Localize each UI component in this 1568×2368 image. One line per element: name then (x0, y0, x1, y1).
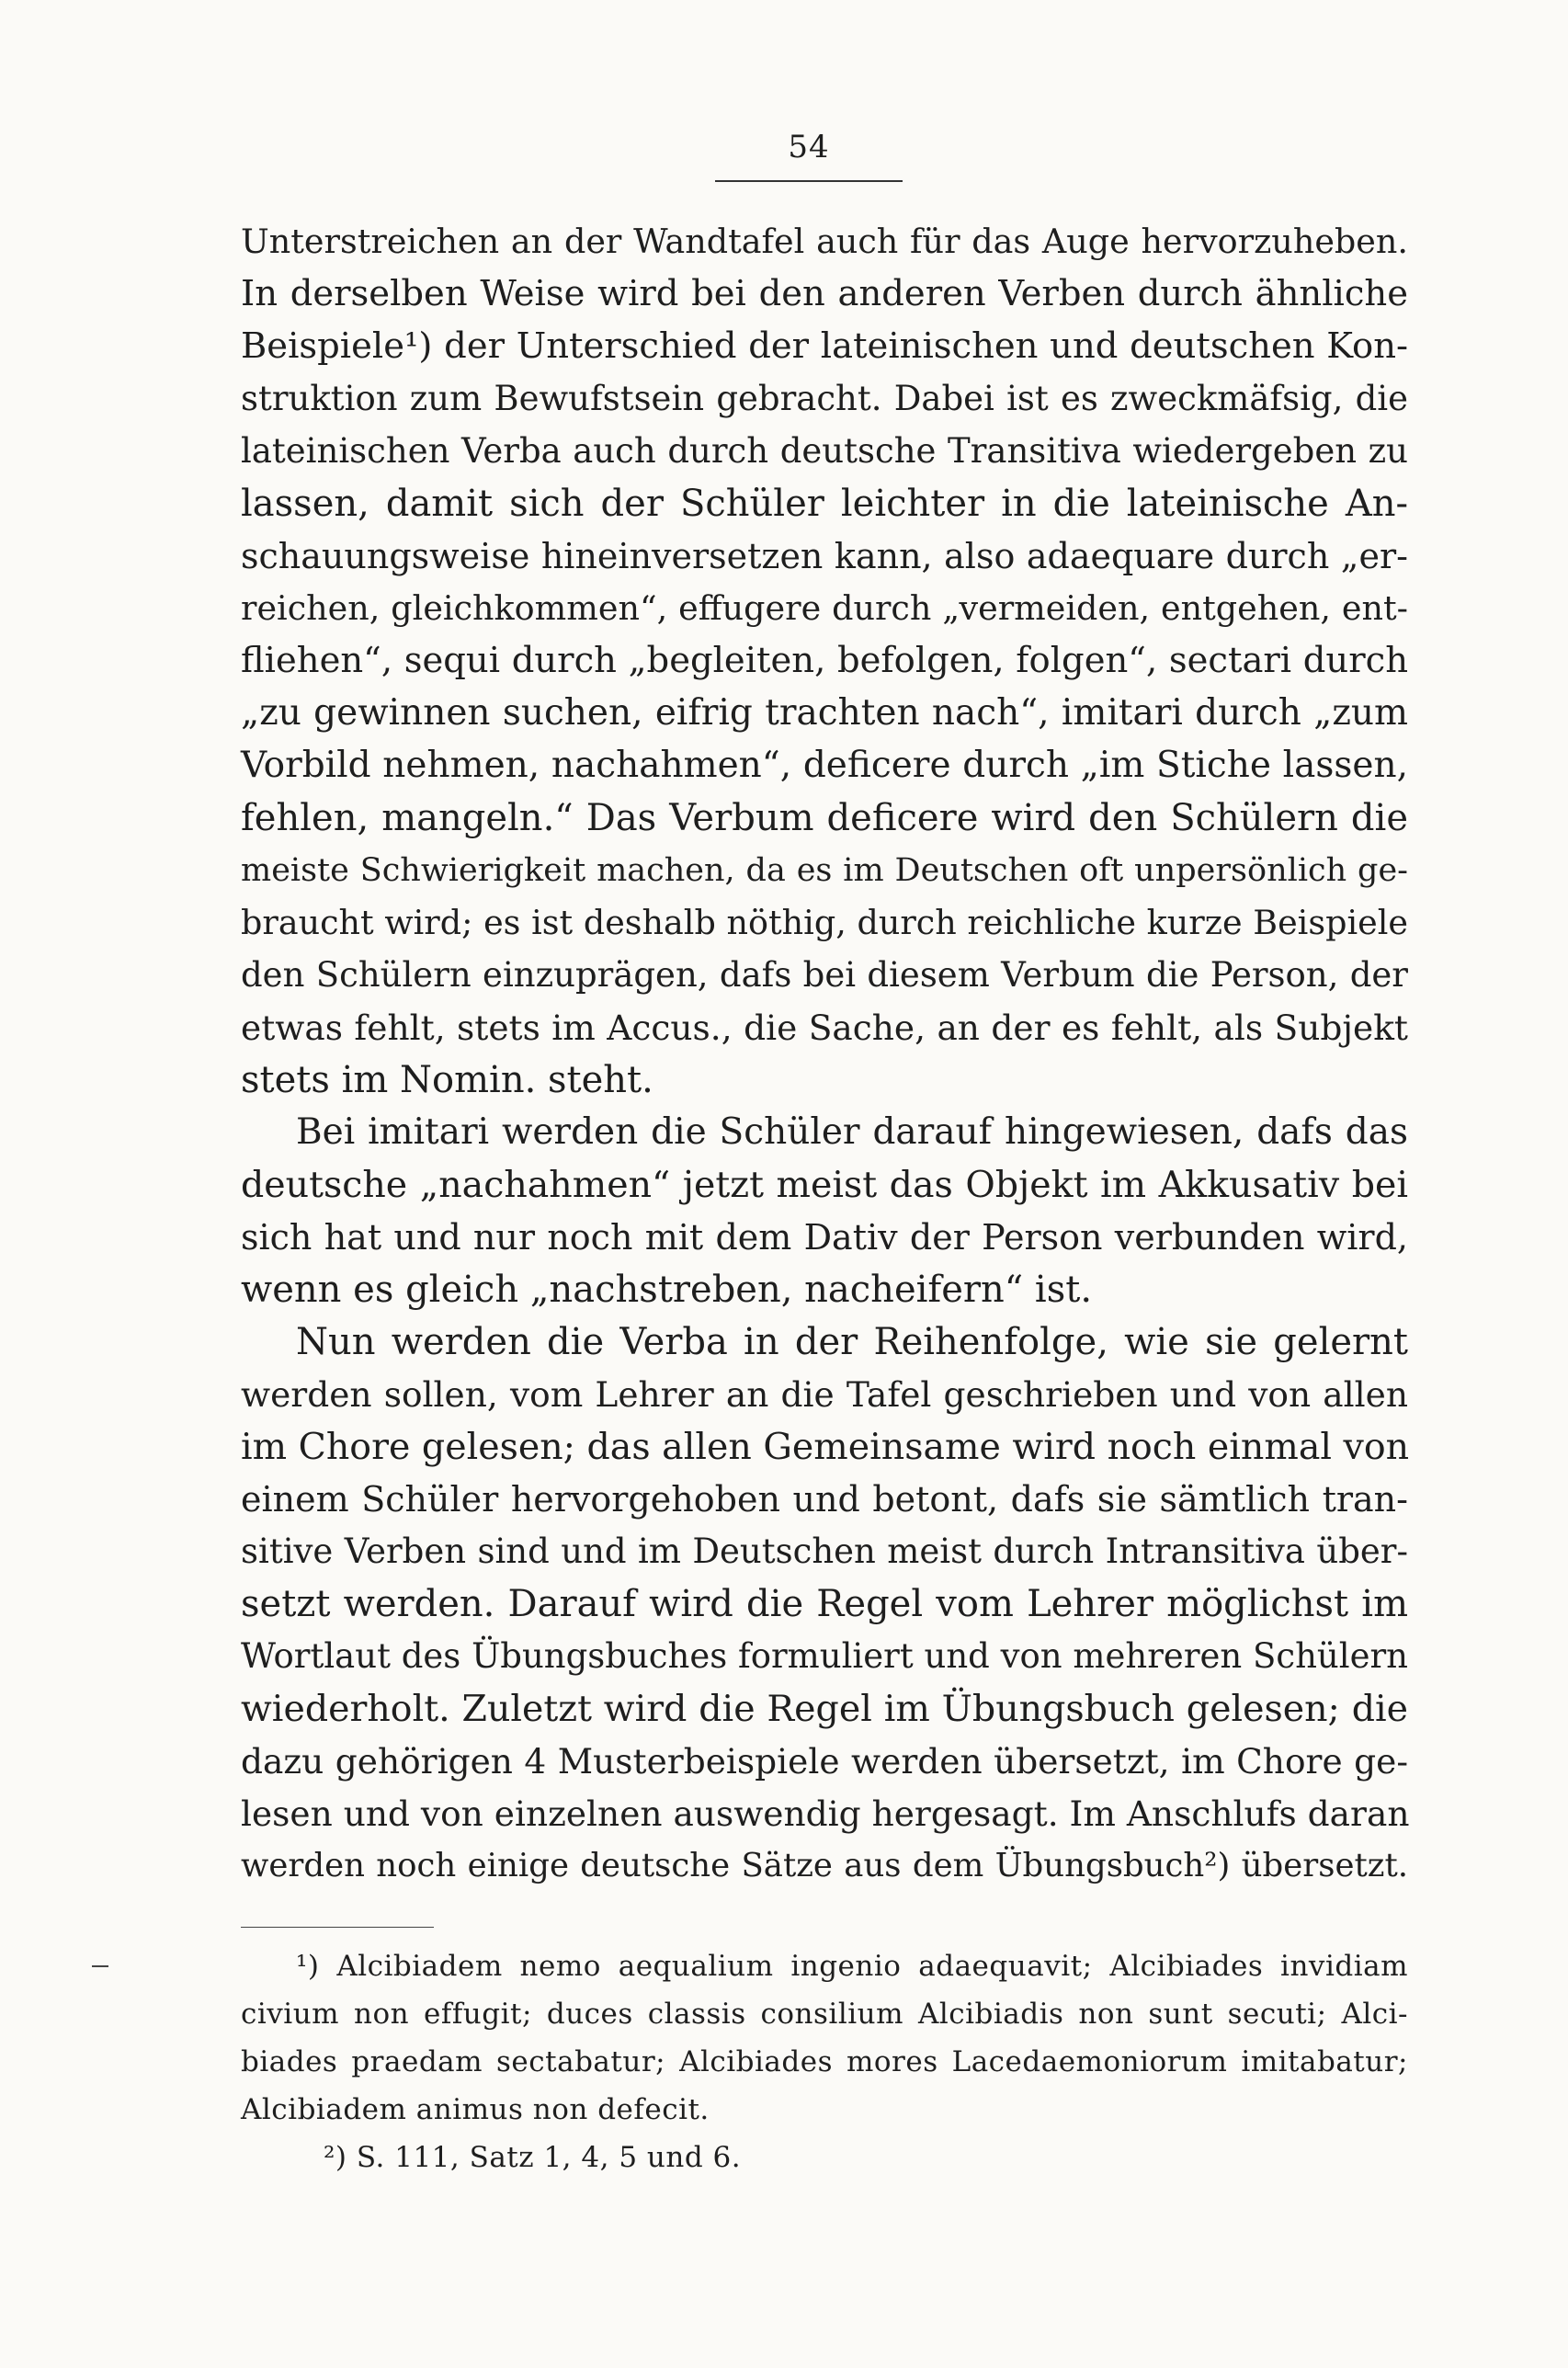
body-line: reichen, gleichkommen“, effugere durch „vermeiden, entgehen, ent- (241, 588, 1408, 628)
footnote-line: ²) S. 111, Satz 1, 4, 5 und 6. (324, 2141, 742, 2174)
margin-mark (92, 1965, 108, 1967)
body-line: lesen und von einzelnen auswendig hergesagt. Im Anschlufs daran (241, 1793, 1410, 1834)
footnote-line: ¹) Alcibiadem nemo aequalium ingenio adaequavit; Alcibiades invidiam (296, 1950, 1408, 1983)
body-line: stets im Nomin. steht. (241, 1059, 653, 1101)
body-line: einem Schüler hervorgehoben und betont, dafs sie sämtlich tran- (241, 1479, 1408, 1520)
footnote-line: biades praedam sectabatur; Alcibiades mores Lacedaemoniorum imitabatur; (241, 2045, 1408, 2078)
body-line: „zu gewinnen suchen, eifrig trachten nach“, imitari durch „zum (241, 692, 1408, 734)
body-line: Wortlaut des Übungsbuches formuliert und von mehreren Schülern (241, 1636, 1408, 1676)
body-line: werden sollen, vom Lehrer an die Tafel geschrieben und von allen (241, 1374, 1408, 1415)
body-line: Beispiele¹) der Unterschied der lateinischen und deutschen Kon- (241, 325, 1408, 367)
footnote-line: civium non effugit; duces classis consilium Alcibiadis non sunt secuti; Alci- (241, 1998, 1408, 2031)
body-line: Nun werden die Verba in der Reihenfolge, wie sie gelernt (296, 1321, 1408, 1363)
body-line: wiederholt. Zuletzt wird die Regel im Übungsbuch gelesen; die (241, 1688, 1408, 1730)
body-line: Unterstreichen an der Wandtafel auch für das Auge hervorzuheben. (241, 222, 1408, 261)
body-line: deutsche „nachahmen“ jetzt meist das Objekt im Akkusativ bei (241, 1164, 1408, 1206)
footnote-rule (241, 1927, 434, 1928)
body-line: im Chore gelesen; das allen Gemeinsame wird noch einmal von (241, 1426, 1410, 1468)
body-line: Bei imitari werden die Schüler darauf hingewiesen, dafs das (296, 1111, 1408, 1153)
body-line: lassen, damit sich der Schüler leichter in die lateinische An- (241, 483, 1408, 525)
body-line: Vorbild nehmen, nachahmen“, deficere durch „im Stiche lassen, (241, 745, 1408, 786)
body-line: setzt werden. Darauf wird die Regel vom Lehrer möglichst im (241, 1583, 1408, 1625)
body-line: meiste Schwierigkeit machen, da es im Deutschen oft unpersönlich ge- (241, 852, 1408, 889)
body-line: In derselben Weise wird bei den anderen Verben durch ähnliche (241, 273, 1408, 314)
body-line: etwas fehlt, stets im Accus., die Sache, an der es fehlt, als Subjekt (241, 1008, 1408, 1048)
body-line: den Schülern einzuprägen, dafs bei diesem Verbum die Person, der (241, 955, 1408, 995)
body-line: wenn es gleich „nachstreben, nacheifern“ ist. (241, 1269, 1093, 1311)
page-number: 54 (788, 129, 830, 165)
body-line: fliehen“, sequi durch „begleiten, befolgen, folgen“, sectari durch (241, 640, 1408, 681)
body-line: sich hat und nur noch mit dem Dativ der Person verbunden wird, (241, 1217, 1408, 1258)
page-number-rule (715, 180, 903, 182)
footnote-line: Alcibiadem animus non defecit. (241, 2093, 710, 2126)
body-line: dazu gehörigen 4 Musterbeispiele werden übersetzt, im Chore ge- (241, 1741, 1408, 1782)
body-line: fehlen, mangeln.“ Das Verbum deficere wird den Schülern die (241, 797, 1408, 839)
body-line: lateinischen Verba auch durch deutsche Transitiva wiedergeben zu (241, 431, 1408, 471)
body-line: werden noch einige deutsche Sätze aus dem Übungsbuch²) übersetzt. (241, 1847, 1408, 1884)
body-line: schauungsweise hineinversetzen kann, also adaequare durch „er- (241, 536, 1408, 576)
body-line: struktion zum Bewufstsein gebracht. Dabei ist es zweckmäfsig, die (241, 379, 1408, 418)
body-line: sitive Verben sind und im Deutschen meist durch Intransitiva über- (241, 1531, 1408, 1571)
body-line: braucht wird; es ist deshalb nöthig, durch reichliche kurze Beispiele (241, 903, 1408, 942)
